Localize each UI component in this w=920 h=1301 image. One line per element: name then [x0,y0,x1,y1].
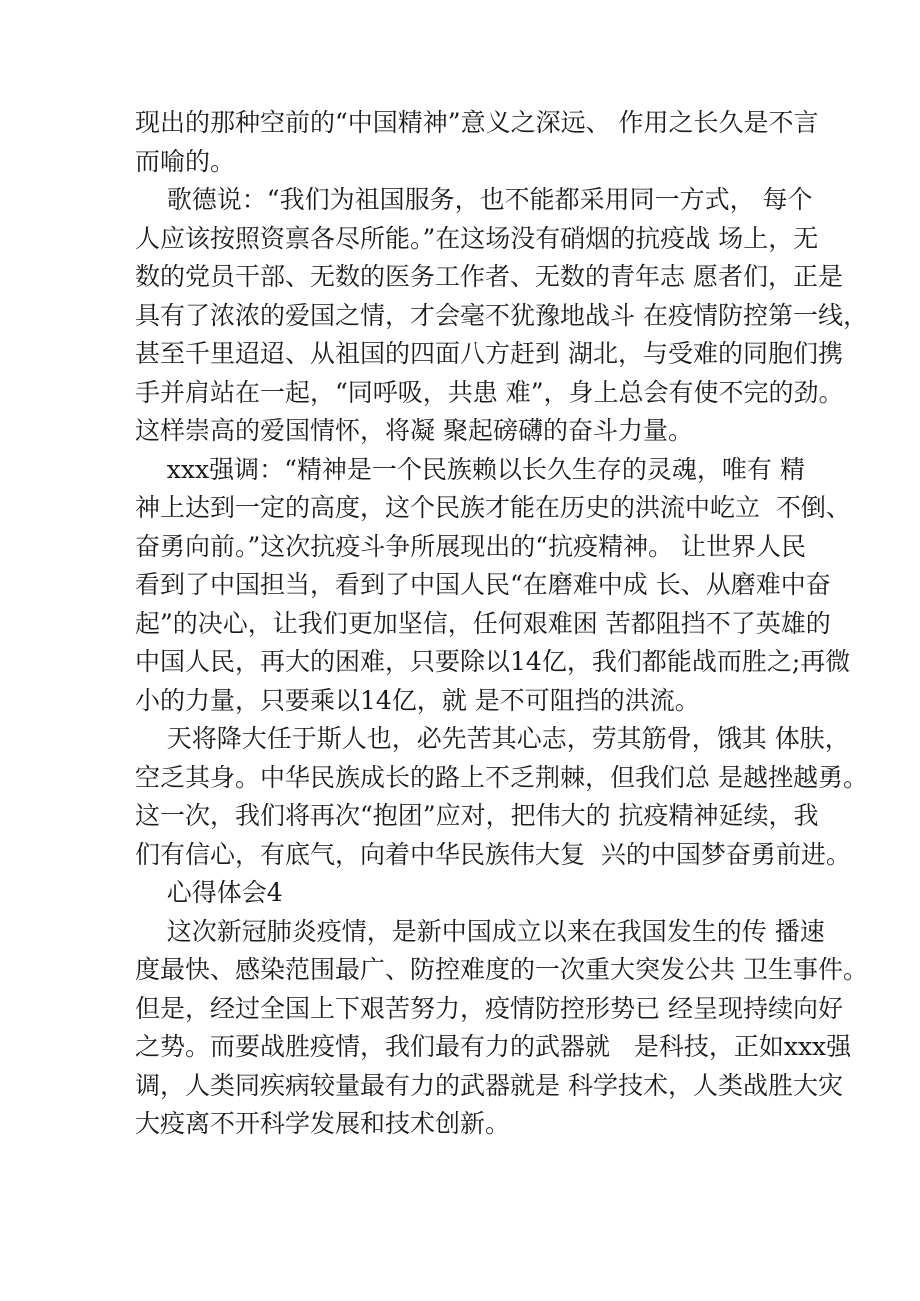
text-line: 这次新冠肺炎疫情，是新中国成立以来在我国发生的传 播速 [135,916,825,946]
text-line: 大疫离不开科学发展和技术创新。 [135,1109,511,1138]
text-line: 数的党员干部、无数的医务工作者、无数的青年志 愿者们，正是 [135,262,843,291]
text-line: 这一次，我们将再次“抱团”应对，把伟大的 抗疫精神延续，我 [135,801,819,830]
text-line: 现出的那种空前的“中国精神”意义之深远、 作用之长久是不言 [135,108,819,137]
text-line: 奋勇向前。”这次抗疫斗争所展现出的“抗疫精神。 让世界人民 [135,531,807,561]
text-line: 具有了浓浓的爱国之情，才会毫不犹豫地战斗 在疫情防控第一线， [135,300,868,330]
body-text [135,104,868,1144]
text-line: 歌德说：“我们为祖国服务，也不能都采用同一方式， 每个 [135,185,813,214]
text-line: 小的力量，只要乘以14亿，就 是不可阻挡的洪流。 [135,685,700,715]
text-line: 但是，经过全国上下艰苦努力，疫情防控形势已 经呈现持续向好 [135,993,843,1023]
text-line: 调，人类同疾病较量最有力的武器就是 科学技术，人类战胜大灾 [135,1070,843,1100]
text-line: xxx强调：“精神是一个民族赖以长久生存的灵魂，唯有 精 [135,454,805,484]
text-line: 这样崇高的爱国情怀，将凝 聚起磅礴的奋斗力量。 [135,416,693,445]
text-line: 度最快、感染范围最广、防控难度的一次重大突发公共 卫生事件。 [135,955,868,984]
text-line: 看到了中国担当，看到了中国人民“在磨难中成 长、从磨难中奋 [135,570,831,599]
text-line: 们有信心，有底气，向着中华民族伟大复 兴的中国梦奋勇前进。 [135,839,851,869]
section-heading: 心得体会4 [135,878,283,907]
text-line: 之势。而要战胜疫情，我们最有力的武器就 是科技，正如xxx强 [135,1032,852,1061]
text-line: 人应该按照资禀各尽所能。”在这场没有硝烟的抗疫战 场上，无 [135,223,819,253]
text-line: 而喻的。 [135,146,236,176]
text-line: 甚至千里迢迢、从祖国的四面八方赶到 湖北，与受难的同胞们携 [135,339,843,368]
text-line: 手并肩站在一起，“同呼吸，共患 难”，身上总会有使不完的劲。 [135,377,844,407]
text-line: 起”的决心，让我们更加坚信，任何艰难困 苦都阻挡不了英雄的 [135,608,831,638]
text-line: 空乏其身。中华民族成长的路上不乏荆棘，但我们总 是越挫越勇。 [135,762,868,792]
text-line: 中国人民，再大的困难，只要除以14亿，我们都能战而胜之;再微 [135,647,851,676]
text-line: 天将降大任于斯人也，必先苦其心志，劳其筋骨，饿其 体肤， [135,724,850,753]
text-line: 神上达到一定的高度，这个民族才能在历史的洪流中屹立 不倒、 [135,493,851,522]
